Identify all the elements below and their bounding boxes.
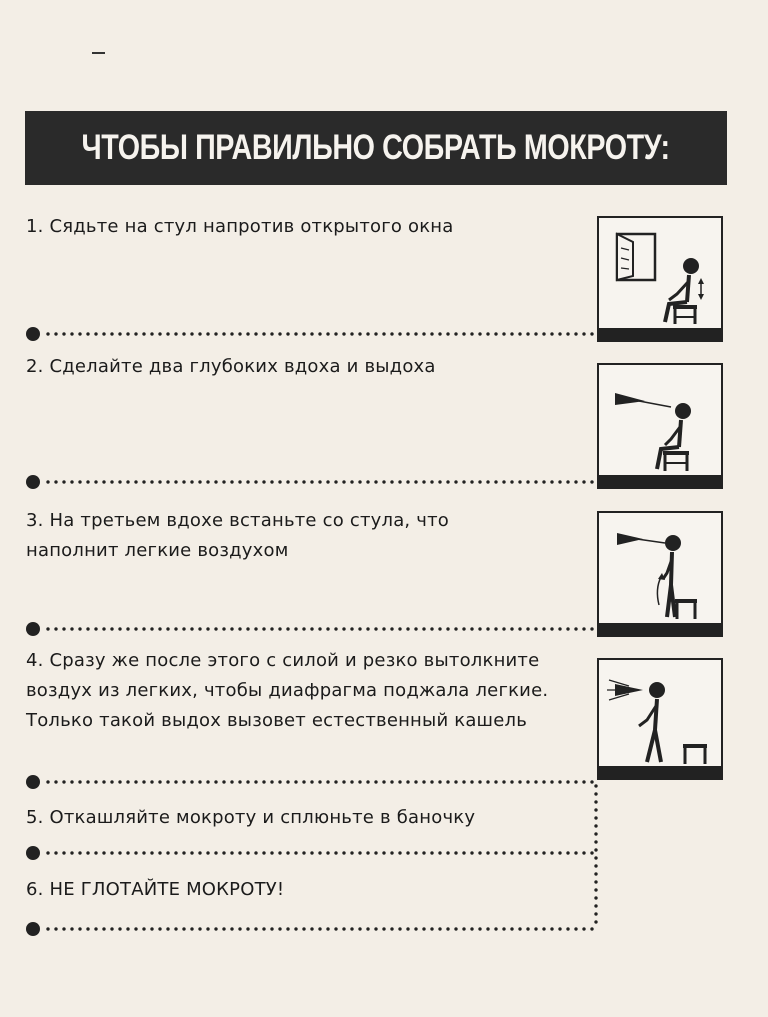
step-4: 4. Сразу же после этого с силой и резко вытолкните воздух из легких, чтобы диафрагма поджала легкие. Только такой выдох вызовет естественный кашель: [26, 650, 549, 731]
print-mark: [92, 52, 105, 54]
separator-3: [26, 622, 596, 636]
bullet-icon: [26, 775, 40, 789]
separator-5: [26, 846, 596, 860]
separator-1: [26, 327, 596, 341]
step-5: 5. Откашляйте мокроту и сплюньте в баночку: [26, 807, 476, 828]
person-coughing-icon: [597, 658, 723, 780]
step-2: 2. Сделайте два глубоких вдоха и выдоха: [26, 356, 436, 377]
page-title: ЧТОБЫ ПРАВИЛЬНО СОБРАТЬ МОКРОТУ:: [81, 128, 671, 167]
bullet-icon: [26, 475, 40, 489]
title-banner: [25, 111, 727, 185]
bullet-icon: [26, 327, 40, 341]
bullet-icon: [26, 622, 40, 636]
person-sitting-by-window-icon: [597, 216, 723, 342]
bullet-icon: [26, 922, 40, 936]
step-1: 1. Сядьте на стул напротив открытого окна: [26, 216, 454, 237]
person-standing-up-icon: [597, 511, 723, 637]
bullet-icon: [26, 846, 40, 860]
step-3: 3. На третьем вдохе встаньте со стула, что наполнит легкие воздухом: [26, 510, 450, 561]
separator-6: [26, 922, 596, 936]
vertical-dotted-line: [594, 782, 598, 928]
person-sitting-breathing-icon: [597, 363, 723, 489]
step-6: 6. НЕ ГЛОТАЙТЕ МОКРОТУ!: [26, 879, 285, 900]
separator-4: [26, 775, 596, 789]
separator-2: [26, 475, 596, 489]
